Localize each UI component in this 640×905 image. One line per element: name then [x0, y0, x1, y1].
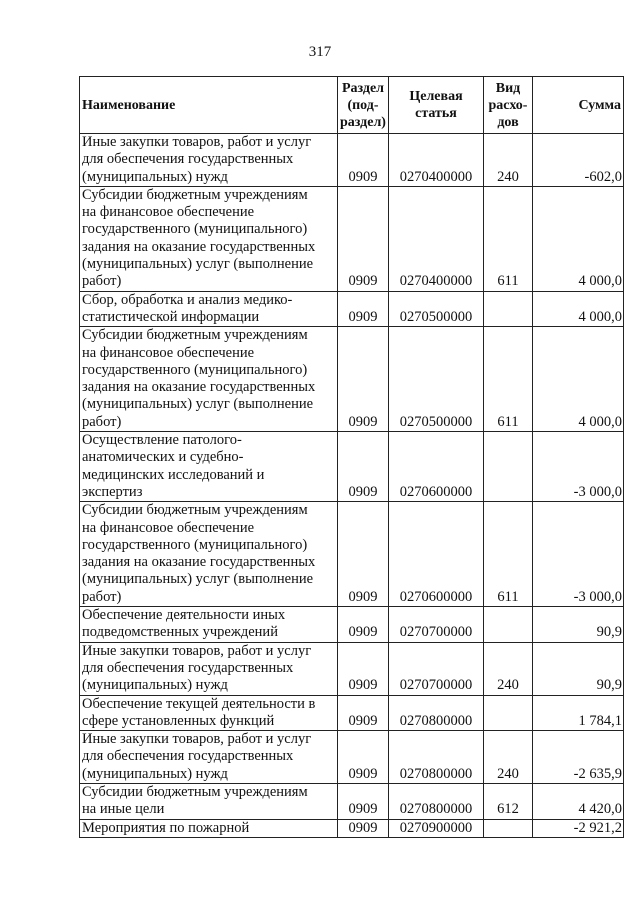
cell-sum: -3 000,0	[533, 502, 624, 607]
cell-name-line: медицинских исследований и	[82, 466, 265, 483]
cell-section: 0909	[338, 783, 389, 819]
cell-target: 0270600000	[389, 502, 484, 607]
cell-kind	[484, 819, 533, 837]
cell-name-line: (муниципальных) нужд	[82, 677, 228, 694]
cell-name-line: Субсидии бюджетным учреждениям	[82, 502, 308, 519]
cell-name-line: на финансовое обеспечение	[82, 519, 255, 536]
cell-name-line: (муниципальных) услуг (выполнение	[82, 396, 314, 413]
cell-name-line: экспертиз	[82, 483, 143, 500]
cell-name-line: для обеспечения государственных	[82, 151, 294, 168]
cell-section: 0909	[338, 731, 389, 784]
cell-section: 0909	[338, 695, 389, 731]
cell-name-line: на финансовое обеспечение	[82, 204, 255, 221]
cell-kind: 612	[484, 783, 533, 819]
cell-name-line: Иные закупки товаров, работ и услуг	[82, 134, 312, 150]
cell-kind	[484, 432, 533, 502]
cell-name-line: задания на оказание государственных	[82, 554, 316, 571]
cell-name	[80, 819, 338, 837]
cell-name	[80, 607, 338, 643]
cell-kind	[484, 607, 533, 643]
table-row	[80, 819, 624, 837]
cell-section: 0909	[338, 327, 389, 432]
table-row	[80, 731, 624, 784]
table-row	[80, 327, 624, 432]
header-section	[338, 77, 389, 134]
cell-name	[80, 731, 338, 784]
cell-name	[80, 432, 338, 502]
table-row	[80, 502, 624, 607]
cell-name	[80, 642, 338, 695]
cell-name-line: на иные цели	[82, 801, 165, 818]
cell-sum: -2 635,9	[533, 731, 624, 784]
cell-name-line: задания на оказание государственных	[82, 379, 316, 396]
cell-name-line: работ)	[82, 273, 122, 290]
cell-name-line: подведомственных учреждений	[82, 624, 278, 641]
cell-name-line: государственного (муниципального)	[82, 536, 308, 553]
cell-name	[80, 186, 338, 291]
header-name: Наименование	[80, 77, 338, 134]
cell-sum: 4 000,0	[533, 327, 624, 432]
cell-name-line: Субсидии бюджетным учреждениям	[82, 783, 308, 800]
cell-name-line: на финансовое обеспечение	[82, 344, 255, 361]
cell-target: 0270800000	[389, 783, 484, 819]
cell-target: 0270400000	[389, 134, 484, 187]
cell-section: 0909	[338, 432, 389, 502]
table-row	[80, 291, 624, 327]
cell-name-line: для обеспечения государственных	[82, 748, 294, 765]
cell-kind	[484, 291, 533, 327]
cell-section: 0909	[338, 642, 389, 695]
cell-name-line: задания на оказание государственных	[82, 238, 316, 255]
cell-section: 0909	[338, 607, 389, 643]
cell-name-line: Мероприятия по пожарной	[82, 819, 250, 836]
cell-target: 0270700000	[389, 607, 484, 643]
cell-name-line: Осуществление патолого-	[82, 432, 242, 449]
cell-kind: 611	[484, 502, 533, 607]
cell-name	[80, 134, 338, 187]
cell-name-line: Сбор, обработка и анализ медико-	[82, 291, 293, 308]
cell-name-line: Иные закупки товаров, работ и услуг	[82, 642, 312, 659]
cell-section: 0909	[338, 502, 389, 607]
cell-name	[80, 695, 338, 731]
table-row	[80, 607, 624, 643]
table-row	[80, 186, 624, 291]
cell-sum: 90,9	[533, 642, 624, 695]
cell-name-line: Субсидии бюджетным учреждениям	[82, 186, 308, 203]
cell-sum: 90,9	[533, 607, 624, 643]
cell-name-line: государственного (муниципального)	[82, 361, 308, 378]
cell-target: 0270400000	[389, 186, 484, 291]
cell-sum: 4 420,0	[533, 783, 624, 819]
cell-name-line: статистической информации	[82, 308, 260, 325]
header-target: Целевая статья	[389, 77, 484, 134]
page-number: 317	[308, 44, 332, 60]
cell-kind: 240	[484, 642, 533, 695]
cell-name-line: Обеспечение деятельности иных	[82, 607, 286, 624]
cell-name-line: (муниципальных) нужд	[82, 765, 228, 782]
cell-section: 0909	[338, 186, 389, 291]
cell-target: 0270800000	[389, 731, 484, 784]
table-row	[80, 642, 624, 695]
header-kind: Вид расхо-дов	[484, 77, 533, 134]
table-row	[80, 783, 624, 819]
cell-sum: 1 784,1	[533, 695, 624, 731]
cell-target: 0270800000	[389, 695, 484, 731]
cell-name-line: работ)	[82, 413, 122, 430]
cell-kind: 240	[484, 731, 533, 784]
header-sum: Сумма	[533, 77, 624, 134]
cell-target: 0270500000	[389, 291, 484, 327]
table-row	[80, 432, 624, 502]
cell-sum: 4 000,0	[533, 291, 624, 327]
cell-name-line: Субсидии бюджетным учреждениям	[82, 327, 308, 344]
cell-target: 0270700000	[389, 642, 484, 695]
cell-sum: -2 921,2	[533, 819, 624, 837]
cell-name-line: для обеспечения государственных	[82, 659, 294, 676]
cell-name-line: анатомических и судебно-	[82, 449, 244, 466]
cell-kind: 611	[484, 186, 533, 291]
table-header-row	[80, 77, 624, 134]
cell-name-line: государственного (муниципального)	[82, 221, 308, 238]
cell-kind: 240	[484, 134, 533, 187]
cell-target: 0270500000	[389, 327, 484, 432]
cell-name-line: сфере установленных функций	[82, 712, 275, 729]
cell-target: 0270600000	[389, 432, 484, 502]
cell-section: 0909	[338, 819, 389, 837]
cell-target: 0270900000	[389, 819, 484, 837]
cell-name	[80, 502, 338, 607]
cell-name-line: работ)	[82, 588, 122, 605]
table-row	[80, 695, 624, 731]
cell-kind: 611	[484, 327, 533, 432]
cell-sum: -602,0	[533, 134, 624, 187]
cell-name	[80, 327, 338, 432]
budget-table	[79, 76, 624, 838]
cell-name-line: (муниципальных) услуг (выполнение	[82, 571, 314, 588]
cell-name-line: Иные закупки товаров, работ и услуг	[82, 731, 312, 748]
cell-sum: 4 000,0	[533, 186, 624, 291]
cell-name-line: (муниципальных) нужд	[82, 168, 228, 185]
cell-name	[80, 291, 338, 327]
cell-section: 0909	[338, 134, 389, 187]
cell-name-line: (муниципальных) услуг (выполнение	[82, 256, 314, 273]
table-body	[80, 134, 624, 838]
table-row	[80, 134, 624, 187]
header-section-text: Раздел (под-раздел)	[340, 80, 386, 130]
cell-name	[80, 783, 338, 819]
cell-name-line: Обеспечение текущей деятельности в	[82, 695, 316, 712]
cell-section: 0909	[338, 291, 389, 327]
cell-sum: -3 000,0	[533, 432, 624, 502]
cell-kind	[484, 695, 533, 731]
